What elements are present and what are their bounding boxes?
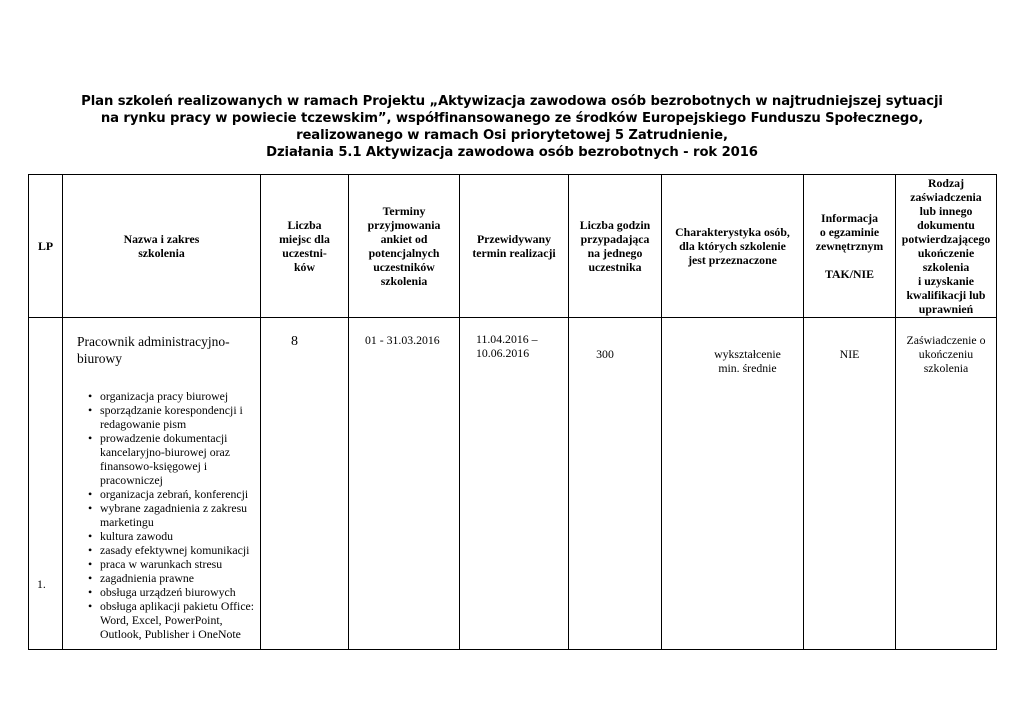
row-name: [63, 318, 261, 650]
row-characteristics: [662, 318, 804, 650]
line: o egzaminie: [819, 225, 880, 239]
line: kwalifikacji lub: [906, 288, 986, 302]
header-date: [460, 175, 569, 318]
list-item: • kultura zawodu: [88, 529, 256, 543]
line: szkolenia: [380, 274, 428, 288]
header-row: [29, 175, 997, 318]
line: i uzyskanie: [917, 274, 975, 288]
table-row: [29, 318, 997, 650]
line: Rodzaj zaświadczenia: [910, 176, 982, 204]
line: 11.04.2016 –: [476, 332, 538, 346]
line: TAK/NIE: [825, 267, 874, 281]
header-name: [63, 175, 261, 318]
document-title: [0, 93, 1024, 161]
line: Charakterystyka osób,: [675, 225, 790, 239]
line: potwierdzającego: [901, 232, 991, 246]
header-places: [261, 175, 349, 318]
line: min. średnie: [718, 361, 777, 375]
line: jest przeznaczone: [688, 253, 777, 267]
list-item: • obsługa aplikacji pakietu Office: Word, Excel, PowerPoint, Outlook, Publisher i OneNote: [88, 599, 256, 641]
list-item: • zagadnienia prawne: [88, 571, 256, 585]
row-date: [460, 318, 569, 650]
line: przyjmowania: [367, 218, 441, 232]
list-item: • organizacja pracy biurowej: [88, 389, 256, 403]
line: ukończeniu szkolenia: [918, 347, 974, 375]
line: dla których szkolenie: [679, 239, 786, 253]
line: Przewidywany: [476, 232, 552, 246]
line: 10.06.2016: [476, 346, 530, 360]
line: biurowy: [77, 351, 122, 366]
header-lp: LP: [29, 175, 63, 318]
line: Liczba: [287, 218, 322, 232]
header-characteristics: [662, 175, 804, 318]
line: wykształcenie: [714, 347, 781, 361]
row-hours: 300: [569, 318, 662, 650]
line: Liczba godzin: [579, 218, 651, 232]
line: Nazwa i zakres: [123, 232, 200, 246]
line: Terminy: [382, 204, 426, 218]
training-plan-table: [28, 174, 997, 650]
row-places: 8: [261, 318, 349, 650]
row-exam: NIE: [804, 318, 896, 650]
list-item: • prowadzenie dokumentacji kancelaryjno-biurowej oraz finansowo-księgowej i pracowniczej: [88, 431, 256, 487]
title-line-1: Plan szkoleń realizowanych w ramach Projektu „Aktywizacja zawodowa osób bezrobotnych w najtrudniejszej sytuacji: [81, 94, 943, 109]
line: uczestników: [373, 260, 435, 274]
header-hours: [569, 175, 662, 318]
line: ków: [294, 260, 315, 274]
line: przypadająca: [580, 232, 650, 246]
topic-list: [77, 389, 256, 641]
header-certificate: [896, 175, 997, 318]
line: miejsc dla: [279, 232, 330, 246]
title-line-4: Działania 5.1 Aktywizacja zawodowa osób bezrobotnych - rok 2016: [266, 145, 758, 160]
line: zewnętrznym: [815, 239, 884, 253]
line: uprawnień: [918, 302, 974, 316]
list-item: • praca w warunkach stresu: [88, 557, 256, 571]
line: potencjalnych: [368, 246, 440, 260]
line: dokumentu: [917, 218, 975, 232]
row-certificate: [896, 318, 997, 650]
title-line-2: na rynku pracy w powiecie tczewskim”, współfinansowanego ze środków Europejskiego Funduszu Społecznego,: [100, 111, 924, 126]
line: Zaświadczenie o: [906, 333, 986, 347]
line: szkolenia: [138, 246, 185, 260]
line: termin realizacji: [472, 246, 556, 260]
line: uczestnika: [588, 260, 642, 274]
title-line-3: realizowanego w ramach Osi priorytetowej 5 Zatrudnienie,: [296, 128, 728, 143]
line: szkolenia: [922, 260, 970, 274]
list-item: • obsługa urządzeń biurowych: [88, 585, 256, 599]
line: uczestni-: [282, 246, 327, 260]
line: Pracownik administracyjno-: [77, 334, 230, 349]
list-item: • organizacja zebrań, konferencji: [88, 487, 256, 501]
course-title: [77, 333, 256, 367]
line: [806, 253, 893, 267]
line: ukończenie: [917, 246, 975, 260]
header-terms: [349, 175, 460, 318]
line: na jednego: [587, 246, 643, 260]
list-item: • sporządzanie korespondencji i redagowanie pism: [88, 403, 256, 431]
line: Informacja: [820, 211, 878, 225]
row-lp: 1.: [29, 318, 63, 650]
header-exam: [804, 175, 896, 318]
list-item: • wybrane zagadnienia z zakresu marketingu: [88, 501, 256, 529]
row-terms: 01 - 31.03.2016: [349, 318, 460, 650]
line: ankiet od: [380, 232, 428, 246]
list-item: • zasady efektywnej komunikacji: [88, 543, 256, 557]
line: lub innego: [919, 204, 973, 218]
